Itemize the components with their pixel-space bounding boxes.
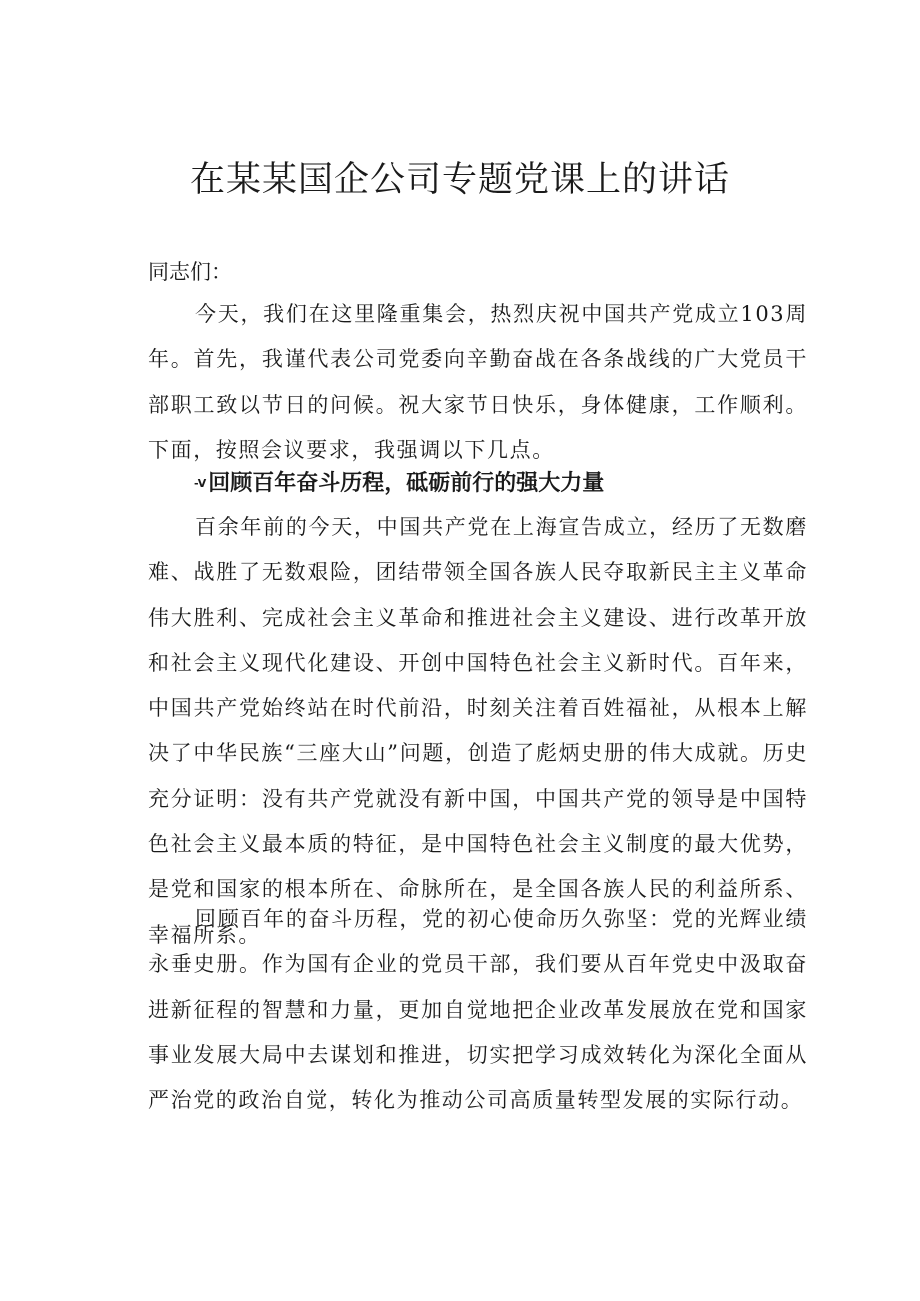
section-heading [194, 466, 604, 502]
paragraph-history: 百余年前的今天，中国共产党在上海宣告成立，经历了无数磨难、战胜了无数艰险，团结带领全国各族人民夺取新民主主义革命伟大胜利、完成社会主义革命和推进社会主义建设、进行改革开放和社会主义现代化建设、开创中国特色社会主义新时代。百年来，中国共产党始终站在时代前沿，时刻关注着百姓福祉，从根本上解决了中华民族“三座大山”问题，创造了彪炳史册的伟大成就。历史充分证明：没有共产党就没有新中国，中国共产党的领导是中国特色社会主义最本质的特征，是中国特色社会主义制度的最大优势，是党和国家的根本所在、命脉所在，是全国各族人民的利益所系、幸福所系。 [148, 515, 808, 947]
paragraph-opening: 今天，我们在这里隆重集会，热烈庆祝中国共产党成立103周年。首先，我谨代表公司党委向辛勤奋战在各条战线的广大党员干部职工致以节日的问候。祝大家节日快乐，身体健康，工作顺利。下面，按照会议要求，我强调以下几点。 [148, 302, 808, 462]
section-heading-marker: -V [194, 477, 207, 490]
salutation: 同志们： [148, 260, 232, 284]
paragraph-review: 回顾百年的奋斗历程，党的初心使命历久弥坚：党的光辉业绩永垂史册。作为国有企业的党员干部，我们要从百年党史中汲取奋进新征程的智慧和力量，更加自觉地把企业改革发展放在党和国家事业发展大局中去谋划和推进，切实把学习成效转化为深化全面从严治党的政治自觉，转化为推动公司高质量转型发展的实际行动。 [148, 907, 808, 1113]
document-title: 在某某国企公司专题党课上的讲话 [189, 160, 730, 200]
section-heading-text: 回顾百年奋斗历程，砥砺前行的强大力量 [208, 471, 605, 496]
